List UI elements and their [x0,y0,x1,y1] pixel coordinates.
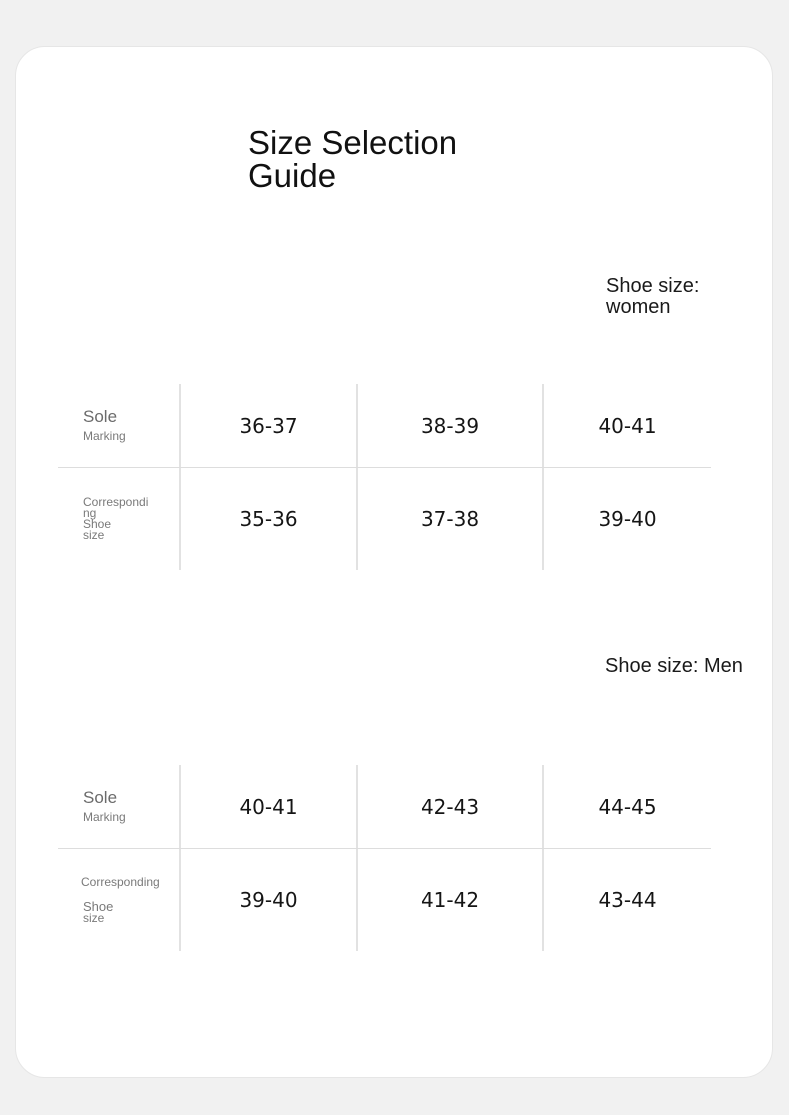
row-label-main: Correspondi ng [83,495,149,520]
women-section-label: Shoe size: women [606,275,700,318]
table-cell: 35-36 [179,468,356,570]
table-cell: 44-45 [542,765,711,848]
sole-marking-row [58,384,711,468]
men-size-table [58,765,711,951]
women-size-table [58,384,711,570]
row-label-main: Sole [83,788,118,807]
row-label [58,765,179,848]
table-cell: 38-39 [356,384,542,467]
row-label [58,849,179,951]
men-section-label: Shoe size: Men [605,655,743,677]
table-cell: 39-40 [179,849,356,951]
row-label-shoe: Shoe [83,899,114,914]
row-label-sub: Marking [83,810,126,824]
table-cell: 40-41 [179,765,356,848]
corresponding-size-row [58,849,711,951]
table-cell: 36-37 [179,384,356,467]
row-label-shoe: Shoe [83,517,112,531]
table-cell: 37-38 [356,468,542,570]
row-label-main: Corresponding [81,875,160,889]
table-cell: 42-43 [356,765,542,848]
page-title: Size Selection Guide [248,124,458,194]
row-label-size: size [83,911,105,925]
size-guide-card [15,46,773,1078]
sole-marking-row [58,765,711,849]
row-label-sub: Marking [83,429,126,443]
table-cell: 40-41 [542,384,711,467]
table-cell: 39-40 [542,468,711,570]
table-cell: 41-42 [356,849,542,951]
row-label-main: Sole [83,407,118,426]
row-label [58,384,179,467]
table-cell: 43-44 [542,849,711,951]
corresponding-size-row [58,468,711,570]
row-label [58,468,179,570]
row-label-size: size [83,528,105,542]
